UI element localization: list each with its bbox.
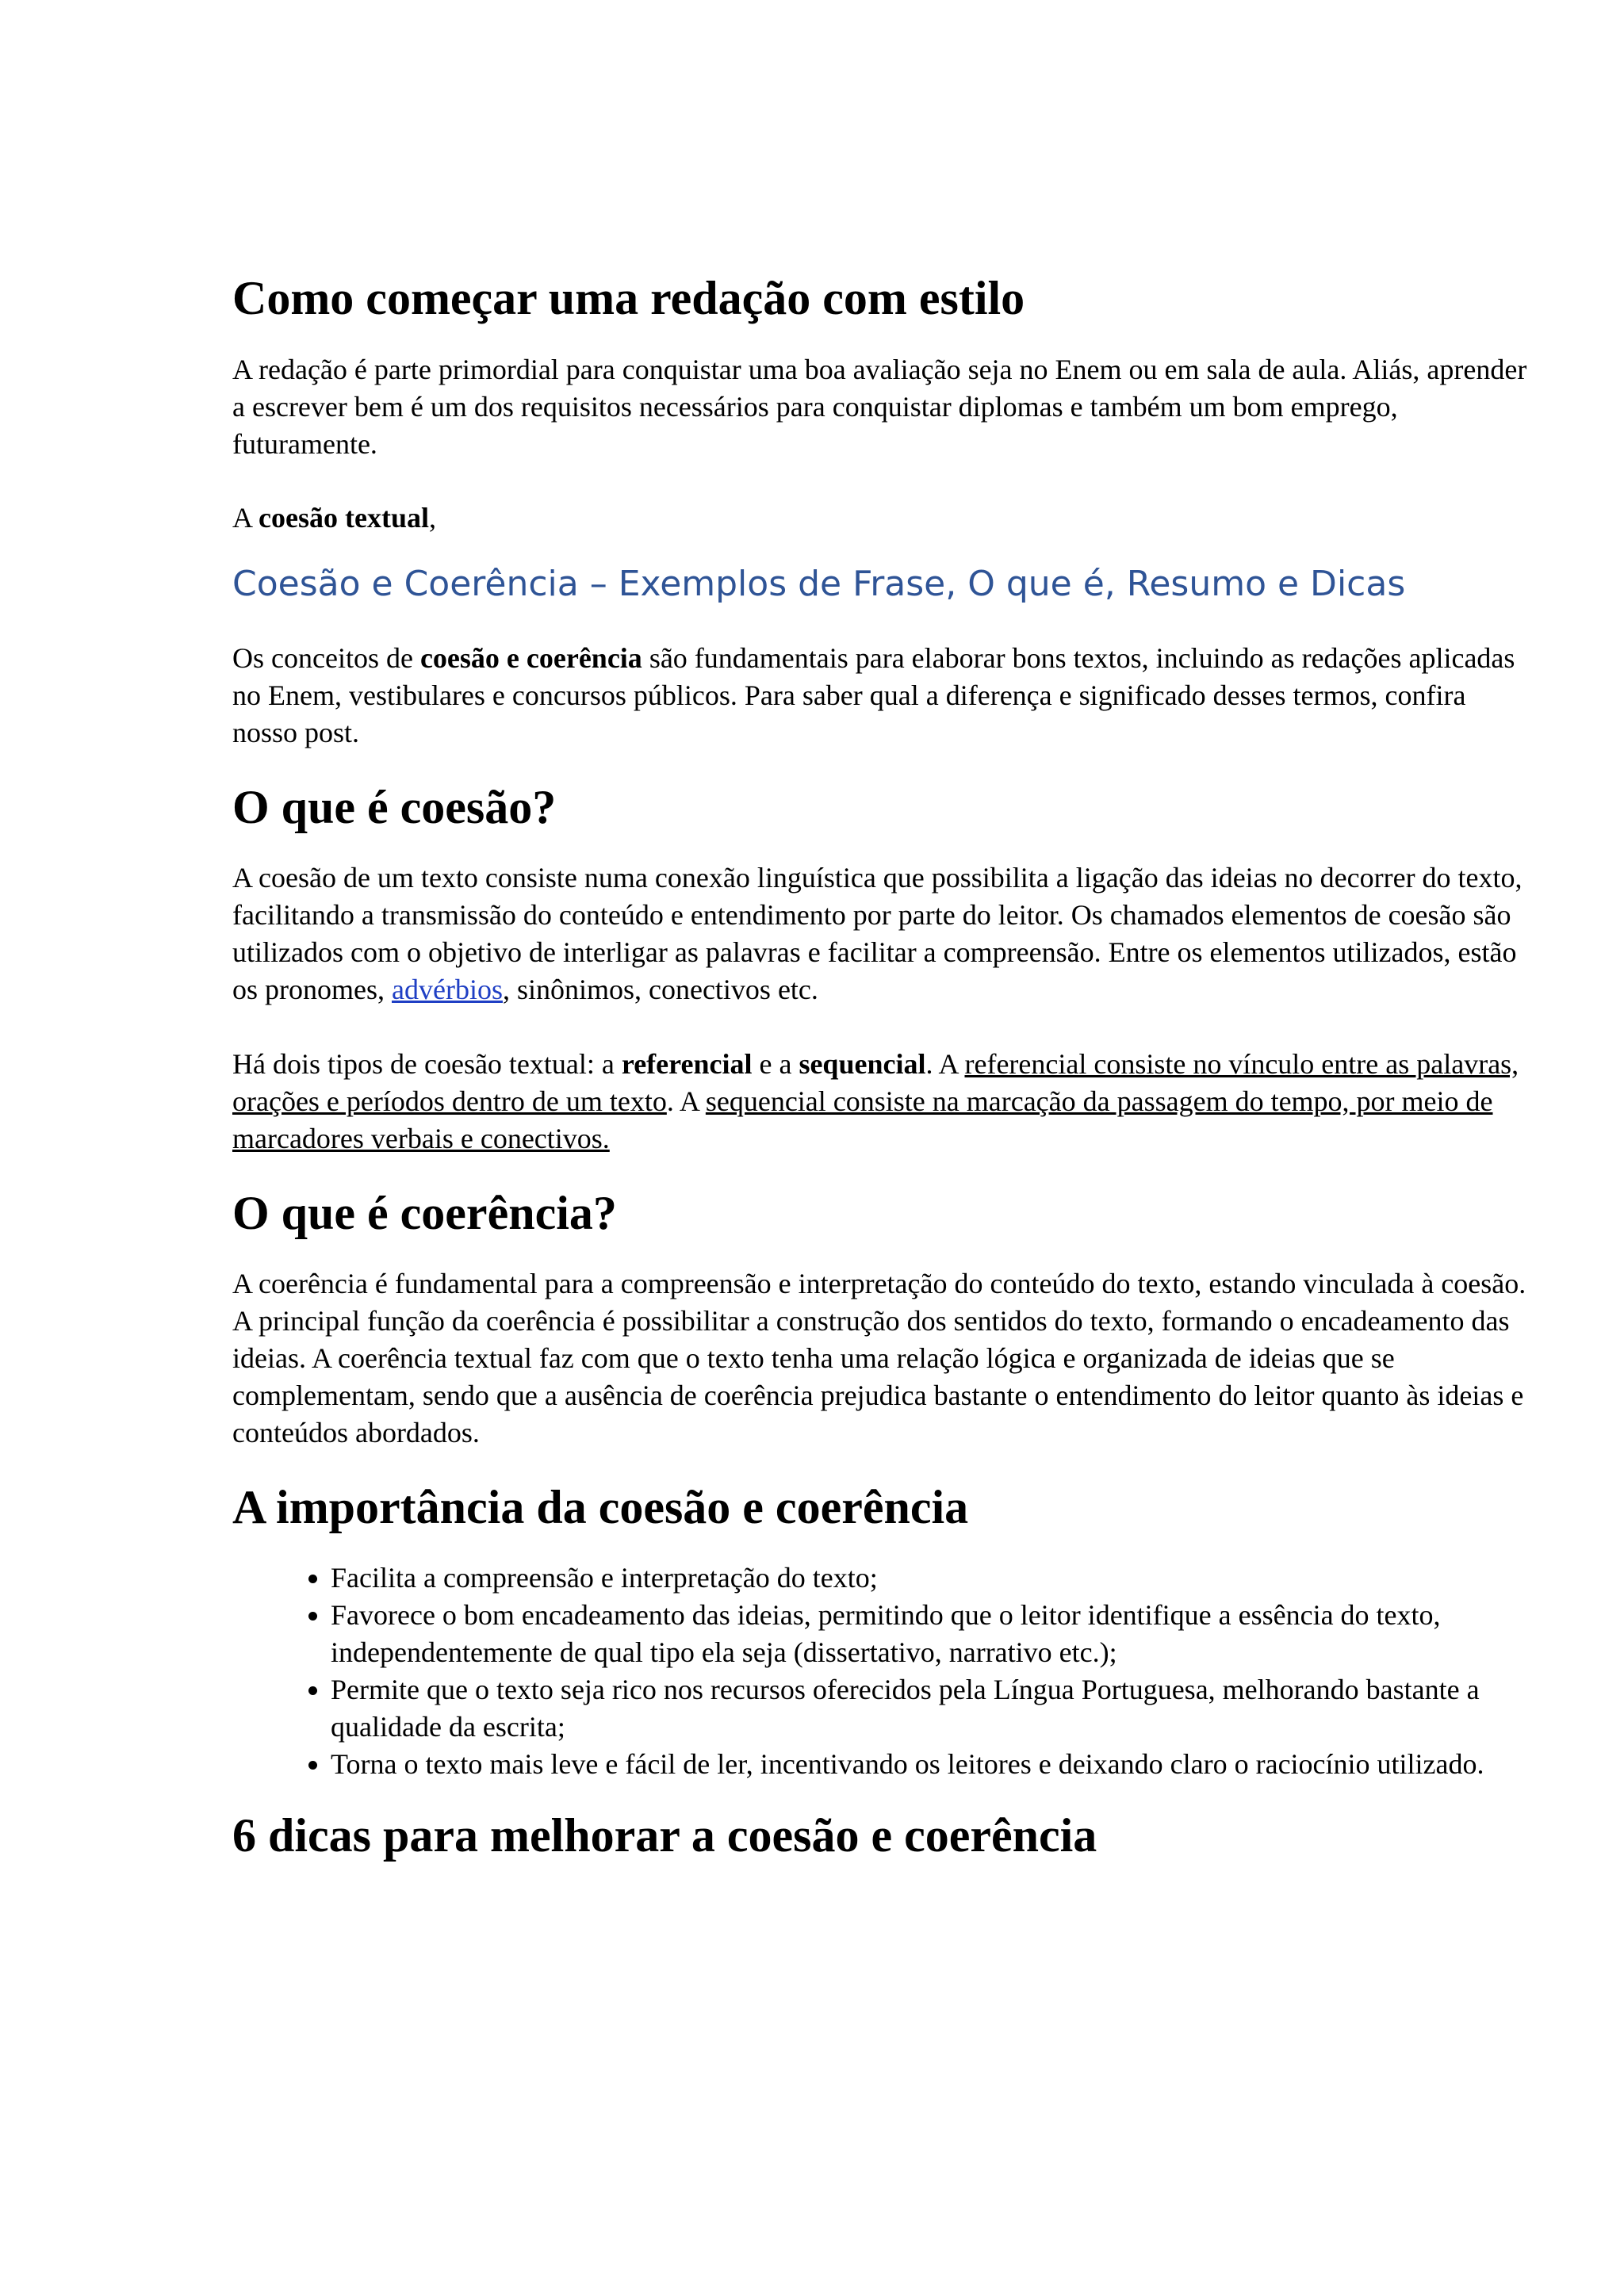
importancia-list [232, 1559, 1533, 1783]
concepts-paragraph [232, 640, 1533, 752]
coesao-textual-line [232, 499, 1533, 537]
concepts-suffix: são fundamentais para elaborar bons textos, incluindo as redações aplicadas no Enem, vestibulares e concursos públicos. Para saber qual a diferença e significado desses termos, confira nosso post. [232, 642, 1515, 748]
adverbios-link[interactable]: advérbios [392, 974, 503, 1005]
coesao-p1-end: , sinônimos, conectivos etc. [502, 974, 818, 1005]
sequencial-definition: sequencial consiste na marcação da passagem do tempo, por meio de marcadores verbais e conectivos. [232, 1085, 1493, 1154]
sequencial-bold: sequencial [799, 1048, 926, 1080]
list-item: • Permite que o texto seja rico nos recursos oferecidos pela Língua Portuguesa, melhorando bastante a qualidade da escrita; [331, 1671, 1533, 1746]
coesao-p2-b: e a [752, 1048, 799, 1080]
document-body [232, 270, 1533, 1864]
referencial-bold: referencial [621, 1048, 753, 1080]
referencial-definition: referencial consiste no vínculo entre as palavras, orações e períodos dentro de um texto [232, 1048, 1519, 1117]
coesao-paragraph-1 [232, 859, 1533, 1008]
coesao-p1-text: A coesão de um texto consiste numa conexão linguística que possibilita a ligação das ideias no decorrer do texto, facilitando a transmissão do conteúdo e entendimento por parte do leitor. Os chamados elementos de coesão são utilizados com o objetivo de interligar as palavras e facilitar a compreensão. Entre os elementos utilizados, estão os pronomes, [232, 862, 1522, 1005]
heading-o-que-e-coesao: O que é coesão? [232, 781, 557, 833]
coesao-p2-a: Há dois tipos de coesão textual: a [232, 1048, 622, 1080]
article-subtitle: Coesão e Coerência – Exemplos de Frase, O que é, Resumo e Dicas [232, 564, 1406, 604]
coerencia-paragraph: A coerência é fundamental para a compreensão e interpretação do conteúdo do texto, estando vinculada à coesão. A principal função da coerência é possibilitar a construção dos sentidos do texto, formando o encadeamento das ideias. A coerência textual faz com que o texto tenha uma relação lógica e organizada de ideias que se complementam, sendo que a ausência de coerência prejudica bastante o entendimento do leitor quanto às ideias e conteúdos abordados. [232, 1268, 1526, 1448]
list-item: • Favorece o bom encadeamento das ideias, permitindo que o leitor identifique a essência do texto, independentemente de qual tipo ela seja (dissertativo, narrativo etc.); [331, 1597, 1533, 1671]
heading-o-que-e-coerencia: O que é coerência? [232, 1187, 617, 1239]
concepts-prefix: Os conceitos de [232, 642, 420, 674]
coesao-paragraph-2 [232, 1046, 1533, 1158]
coesao-line-prefix: A [232, 502, 259, 534]
heading-6-dicas: 6 dicas para melhorar a coesão e coerência [232, 1809, 1097, 1862]
page-title: Como começar uma redação com estilo [232, 272, 1025, 324]
heading-importancia: A importância da coesão e coerência [232, 1481, 969, 1533]
coesao-p2-c: . A [925, 1048, 965, 1080]
intro-paragraph: A redação é parte primordial para conquistar uma boa avaliação seja no Enem ou em sala de aula. Aliás, aprender a escrever bem é um dos requisitos necessários para conquistar diplomas e também um bom emprego, futuramente. [232, 354, 1527, 460]
list-item: • Torna o texto mais leve e fácil de ler, incentivando os leitores e deixando claro o raciocínio utilizado. [331, 1746, 1533, 1783]
coesao-line-suffix: , [428, 502, 436, 534]
concepts-bold: coesão e coerência [419, 642, 642, 674]
coesao-p2-d: . A [666, 1085, 706, 1117]
list-item: • Facilita a compreensão e interpretação do texto; [331, 1559, 1533, 1597]
coesao-line-bold: coesão textual [259, 502, 429, 534]
